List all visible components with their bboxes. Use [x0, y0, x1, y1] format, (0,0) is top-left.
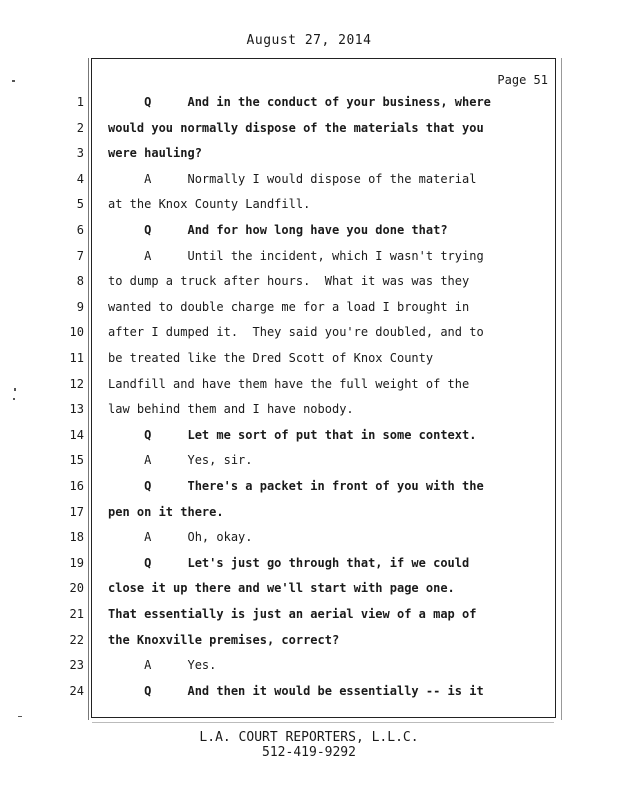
- line-number: 12: [69, 377, 84, 391]
- line-number: 13: [69, 402, 84, 416]
- line-number: 7: [76, 249, 84, 263]
- transcript-line: close it up there and we'll start with page one.: [108, 581, 455, 595]
- line-number: 2: [76, 121, 84, 135]
- line-number: 3: [76, 146, 84, 160]
- line-number: 20: [69, 581, 84, 595]
- line-number: 8: [76, 274, 84, 288]
- transcript-line: Q There's a packet in front of you with the: [108, 479, 484, 493]
- line-number: 19: [69, 556, 84, 570]
- line-number: 23: [69, 658, 84, 672]
- transcript-line: Q Let's just go through that, if we could: [108, 556, 470, 570]
- scan-speck: [13, 398, 15, 400]
- transcript-line: Q And for how long have you done that?: [108, 223, 448, 237]
- transcript-line: Q And then it would be essentially -- is it: [108, 684, 484, 698]
- header-date: August 27, 2014: [246, 33, 372, 48]
- transcript-line: Q And in the conduct of your business, where: [108, 95, 491, 109]
- transcript-line: Q Let me sort of put that in some context.: [108, 428, 477, 442]
- transcript-line: A Oh, okay.: [108, 530, 253, 544]
- transcript-line: That essentially is just an aerial view of a map of: [108, 607, 477, 621]
- transcript-line: A Normally I would dispose of the material: [108, 172, 477, 186]
- line-number: 10: [69, 325, 84, 339]
- scan-speck: [12, 80, 15, 82]
- transcript-line: Landfill and have them have the full weight of the: [108, 377, 470, 391]
- line-number: 4: [76, 172, 84, 186]
- footer: [0, 730, 618, 760]
- line-number: 24: [69, 684, 84, 698]
- line-number: 1: [76, 95, 84, 109]
- transcript-line: law behind them and I have nobody.: [108, 402, 354, 416]
- transcript-line: to dump a truck after hours. What it was was they: [108, 274, 470, 288]
- frame-right-border: [561, 58, 562, 720]
- transcript-line: the Knoxville premises, correct?: [108, 633, 340, 647]
- line-number: 6: [76, 223, 84, 237]
- line-number: 15: [69, 453, 84, 467]
- footer-company: L.A. COURT REPORTERS, L.L.C.: [199, 730, 419, 745]
- transcript-line: after I dumped it. They said you're doubled, and to: [108, 325, 484, 339]
- transcript-line: be treated like the Dred Scott of Knox County: [108, 351, 434, 365]
- transcript-line: would you normally dispose of the materials that you: [108, 121, 484, 135]
- transcript-line: were hauling?: [108, 146, 202, 160]
- scan-divider: [92, 722, 554, 723]
- line-number: 22: [69, 633, 84, 647]
- scan-speck: [18, 716, 22, 717]
- scan-speck: [14, 388, 16, 391]
- line-number: 9: [76, 300, 84, 314]
- line-number: 17: [69, 505, 84, 519]
- line-number: 21: [69, 607, 84, 621]
- line-number: 14: [69, 428, 84, 442]
- transcript-line: wanted to double charge me for a load I brought in: [108, 300, 470, 314]
- transcript-line: A Until the incident, which I wasn't trying: [108, 249, 484, 263]
- transcript-line: pen on it there.: [108, 505, 224, 519]
- line-number: 16: [69, 479, 84, 493]
- line-number: 5: [76, 197, 84, 211]
- transcript-line: at the Knox County Landfill.: [108, 197, 311, 211]
- line-number: 11: [69, 351, 84, 365]
- page-number-label: Page 51: [497, 73, 548, 87]
- transcript-line: A Yes.: [108, 658, 217, 672]
- line-number: 18: [69, 530, 84, 544]
- frame-left-border: [88, 58, 89, 720]
- footer-phone: 512-419-9292: [262, 745, 356, 760]
- transcript-line: A Yes, sir.: [108, 453, 253, 467]
